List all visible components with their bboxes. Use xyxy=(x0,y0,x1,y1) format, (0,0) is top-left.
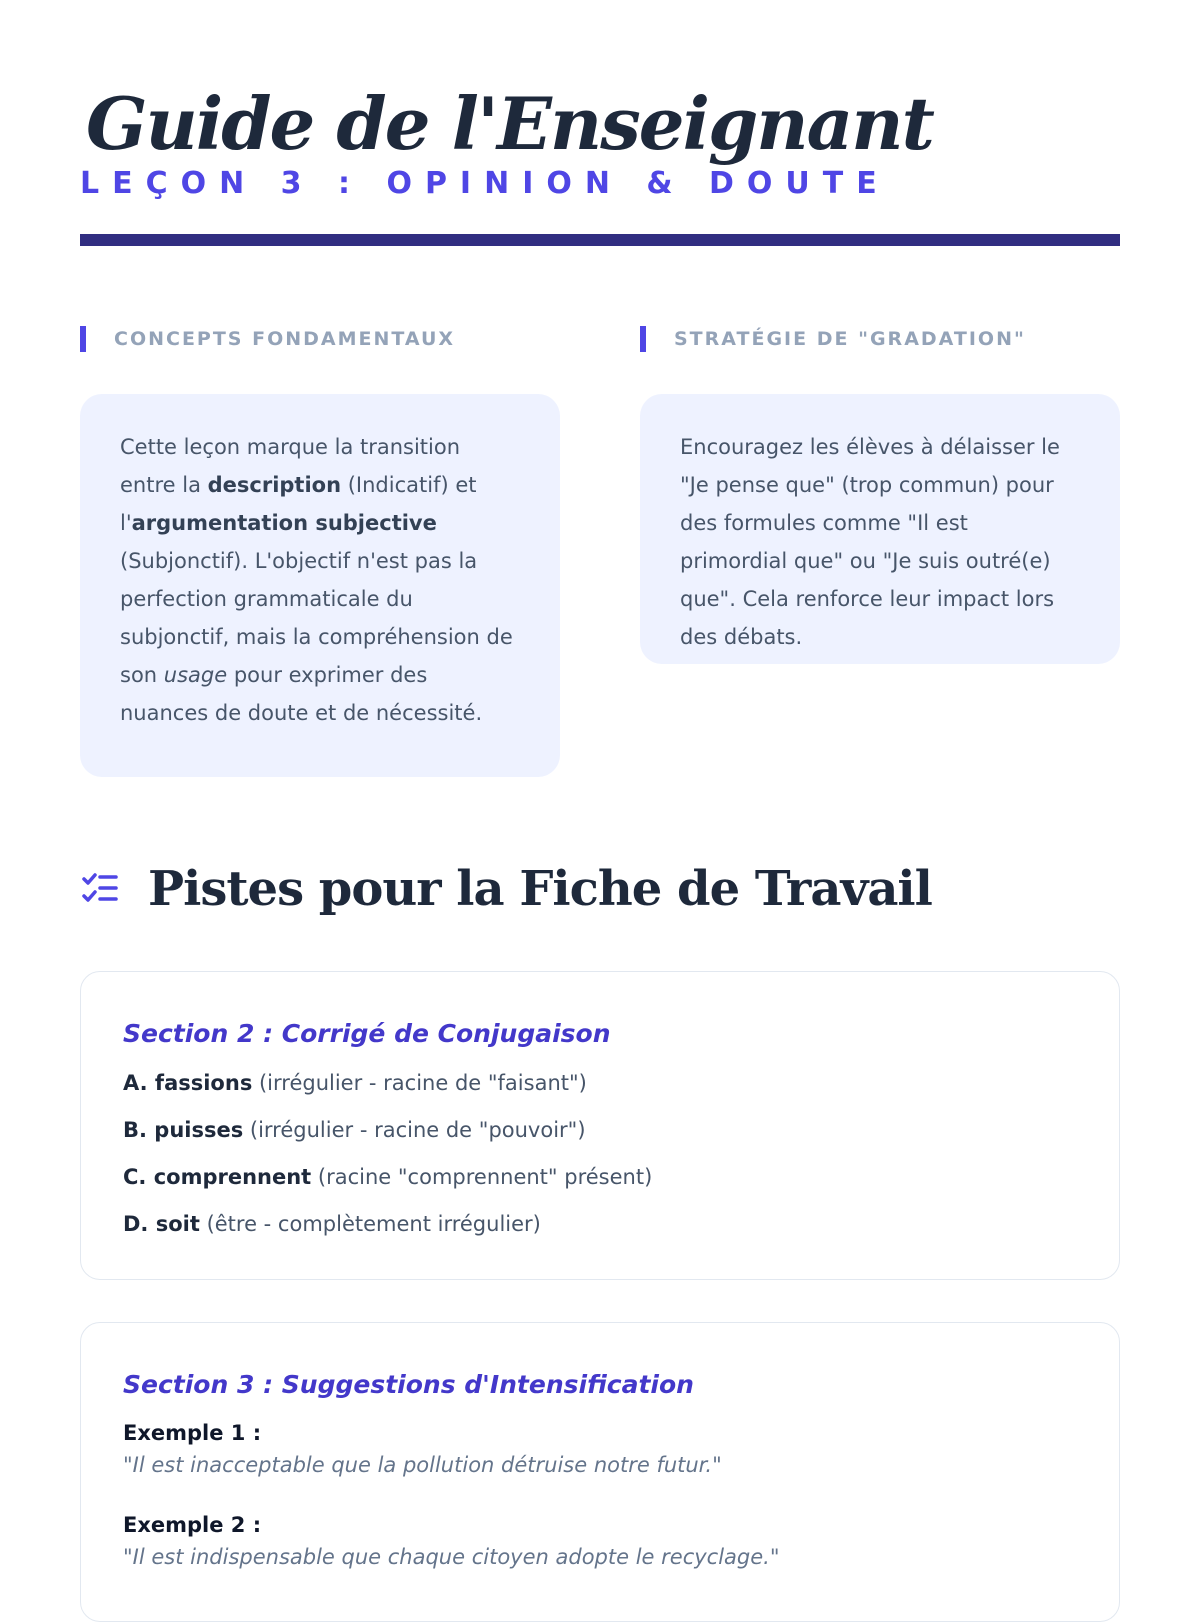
answer-note: (racine "comprennent" présent) xyxy=(311,1165,653,1189)
concepts-text-1: Cette leçon marque la transition entre la xyxy=(120,435,461,497)
header-divider xyxy=(80,234,1120,246)
answer-note: (être - complètement irrégulier) xyxy=(199,1212,541,1236)
answer-item xyxy=(123,1060,1077,1107)
answer-note: (irrégulier - racine de "pouvoir") xyxy=(243,1118,586,1142)
concepts-italic-usage: usage xyxy=(163,663,228,687)
section2-title: Section 2 : Corrigé de Conjugaison xyxy=(123,1019,611,1048)
section2-card xyxy=(80,971,1120,1280)
answer-key: D. soit xyxy=(123,1212,200,1236)
worksheet-title: Pistes pour la Fiche de Travail xyxy=(148,861,932,917)
example-item xyxy=(123,1509,1077,1573)
answer-key: C. comprennent xyxy=(123,1165,312,1189)
strategy-label: STRATÉGIE DE "GRADATION" xyxy=(640,326,1026,352)
concepts-bold-description: description xyxy=(207,473,342,497)
concepts-text-2: (Indicatif) et l' xyxy=(120,473,477,535)
answer-item xyxy=(123,1154,1077,1201)
concepts-text-4: pour exprimer des nuances de doute et de nécessité. xyxy=(120,663,483,725)
answer-item xyxy=(123,1107,1077,1154)
answer-list xyxy=(123,1060,1077,1248)
concepts-bold-argumentation: argumentation subjective xyxy=(131,511,437,535)
worksheet-heading xyxy=(80,854,932,924)
example-item xyxy=(123,1417,1077,1481)
concepts-label: CONCEPTS FONDAMENTAUX xyxy=(80,326,455,352)
answer-note: (irrégulier - racine de "faisant") xyxy=(252,1071,587,1095)
concepts-text-3: (Subjonctif). L'objectif n'est pas la perfection grammaticale du subjonctif, mais la compréhension de son xyxy=(120,549,513,687)
answer-key: A. fassions xyxy=(123,1071,253,1095)
answer-item xyxy=(123,1201,1077,1248)
example-quote: "Il est indispensable que chaque citoyen adopte le recyclage." xyxy=(123,1545,780,1569)
example-quote: "Il est inacceptable que la pollution détruise notre futur." xyxy=(123,1453,722,1477)
section3-card xyxy=(80,1322,1120,1622)
example-label: Exemple 1 : xyxy=(123,1421,262,1445)
answer-key: B. puisses xyxy=(123,1118,244,1142)
strategy-card xyxy=(640,394,1120,664)
concepts-card xyxy=(80,394,560,777)
example-label: Exemple 2 : xyxy=(123,1513,262,1537)
checklist-icon xyxy=(80,869,120,909)
strategy-text: Encouragez les élèves à délaisser le "Je pense que" (trop commun) pour des formules comme "Il est primordial que" ou "Je suis outré(e) que". Cela renforce leur impact lors des débats. xyxy=(680,435,1060,649)
page-title: Guide de l'Enseignant xyxy=(86,81,933,166)
section3-title: Section 3 : Suggestions d'Intensification xyxy=(123,1370,694,1399)
page-subtitle: LEÇON 3 : OPINION & DOUTE xyxy=(80,166,890,201)
